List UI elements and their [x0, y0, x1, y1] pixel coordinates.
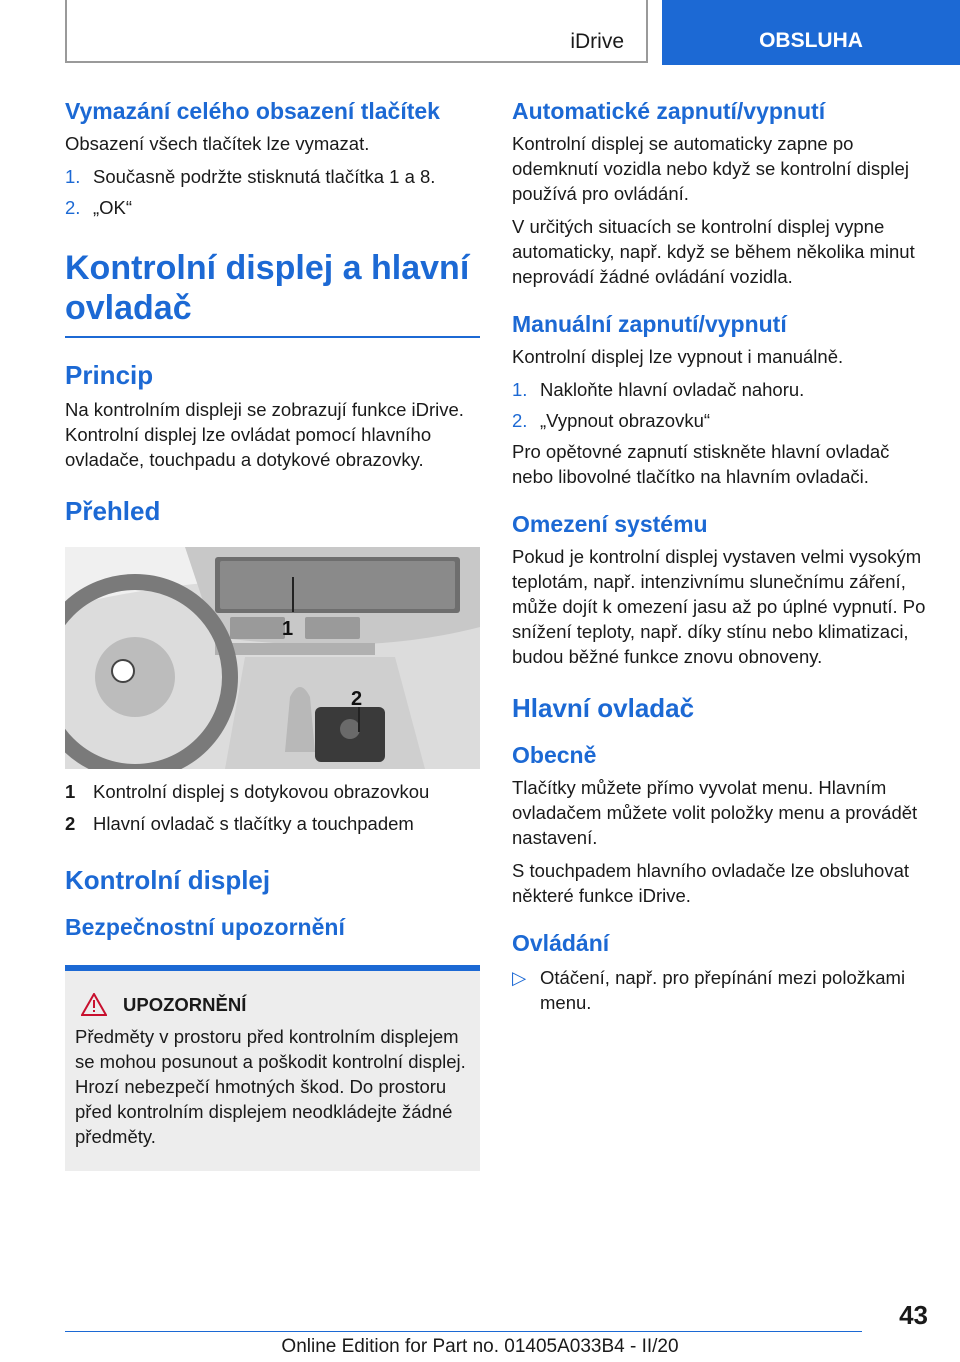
manual-steps — [512, 377, 927, 433]
right-column — [512, 98, 927, 1015]
figure-legend — [65, 779, 480, 836]
left-column — [65, 98, 480, 1171]
cockpit-figure — [65, 547, 480, 769]
heading-controller: Hlavní ovladač — [512, 693, 695, 723]
paragraph-auto-1: Kontrolní displej se automaticky zapne po odemknutí vozidla nebo když se kontrolní displej používá pro ovládání. — [512, 133, 909, 204]
list-item: 1 Kontrolní displej s dotykovou obrazovkou — [65, 781, 430, 802]
list-item: 1. Současně podržte stisknutá tlačítka 1 a 8. — [65, 166, 436, 187]
page-number: 43 — [899, 1300, 928, 1330]
list-item: 1. Nakloňte hlavní ovladač nahoru. — [512, 379, 805, 400]
heading-manual: Manuální zapnutí/vypnutí — [512, 311, 787, 337]
paragraph-principle: Na kontrolním displeji se zobrazují funkce iDrive. Kontrolní displej lze ovládat pomocí hlavního ovladače, touchpadu a dotykové obrazovky. — [65, 399, 464, 470]
heading-overview: Přehled — [65, 496, 161, 526]
warning-text: Předměty v prostoru před kontrolním displejem se mohou posunout a poškodit kontrolní displej. Hrozí nebezpečí hmotných škod. Do prostoru před kontrolním displejem neodkládejte žádné předměty. — [75, 1026, 466, 1147]
paragraph-general-1: Tlačítky můžete přímo vyvolat menu. Hlavním ovladačem můžete volit položky menu a provádět nastavení. — [512, 777, 918, 848]
header-chapter-tab[interactable]: OBSLUHA — [662, 0, 960, 65]
paragraph-auto-2: V určitých situacích se kontrolní displej vypne automaticky, např. když se během několika minut neprovádí žádné ovládání vozidla. — [512, 216, 915, 287]
paragraph-limits: Pokud je kontrolní displej vystaven velmi vysokým teplotám, např. intenzivnímu slunečnímu záření, může dojít k omezení jasu až po úplné vypnutí. Po snížení teploty, např. díky stínu nebo klimatizaci, budou běžné funkce znovu obnoveny. — [512, 546, 926, 667]
warning-triangle-icon — [81, 993, 107, 1016]
footer-rule — [65, 1331, 862, 1332]
figure-callout-2: 2 — [351, 688, 363, 710]
heading-safety: Bezpečnostní upozornění — [65, 914, 345, 940]
paragraph-manual-2: Pro opětovné zapnutí stiskněte hlavní ovladač nebo libovolné tlačítko na hlavním ovladači. — [512, 441, 890, 487]
list-item: 2. „Vypnout obrazovku“ — [512, 410, 711, 431]
warning-title: UPOZORNĚNÍ — [123, 993, 247, 1015]
heading-operation: Ovládání — [512, 930, 610, 956]
paragraph-delete: Obsazení všech tlačítek lze vymazat. — [65, 133, 370, 154]
list-item: 2. „OK“ — [65, 197, 133, 218]
heading-limits: Omezení systému — [512, 511, 708, 537]
figure-callout-1: 1 — [282, 618, 294, 640]
delete-steps — [65, 164, 480, 220]
heading-auto: Automatické zapnutí/vypnutí — [512, 98, 826, 124]
warning-box — [65, 965, 480, 1171]
list-item: ▷ Otáčení, např. pro přepínání mezi položkami menu. — [512, 967, 906, 1013]
list-item: 2 Hlavní ovladač s tlačítky a touchpadem — [65, 813, 414, 834]
cockpit-illustration — [65, 547, 480, 769]
heading-display: Kontrolní displej — [65, 865, 271, 895]
header-section: iDrive — [570, 30, 624, 53]
footer-edition: Online Edition for Part no. 01405A033B4 - II/20 — [281, 1336, 679, 1357]
triangle-bullet-icon: ▷ — [512, 967, 527, 988]
heading-principle: Princip — [65, 360, 154, 390]
heading-general: Obecně — [512, 742, 597, 768]
heading-delete: Vymazání celého obsazení tlačítek — [65, 98, 440, 124]
paragraph-general-2: S touchpadem hlavního ovladače lze obsluhovat některé funkce iDrive. — [512, 860, 909, 906]
chapter-title: Kontrolní displej a hlavní ovladač — [65, 248, 480, 338]
paragraph-manual: Kontrolní displej lze vypnout i manuálně. — [512, 346, 844, 367]
header-frame — [65, 0, 648, 63]
